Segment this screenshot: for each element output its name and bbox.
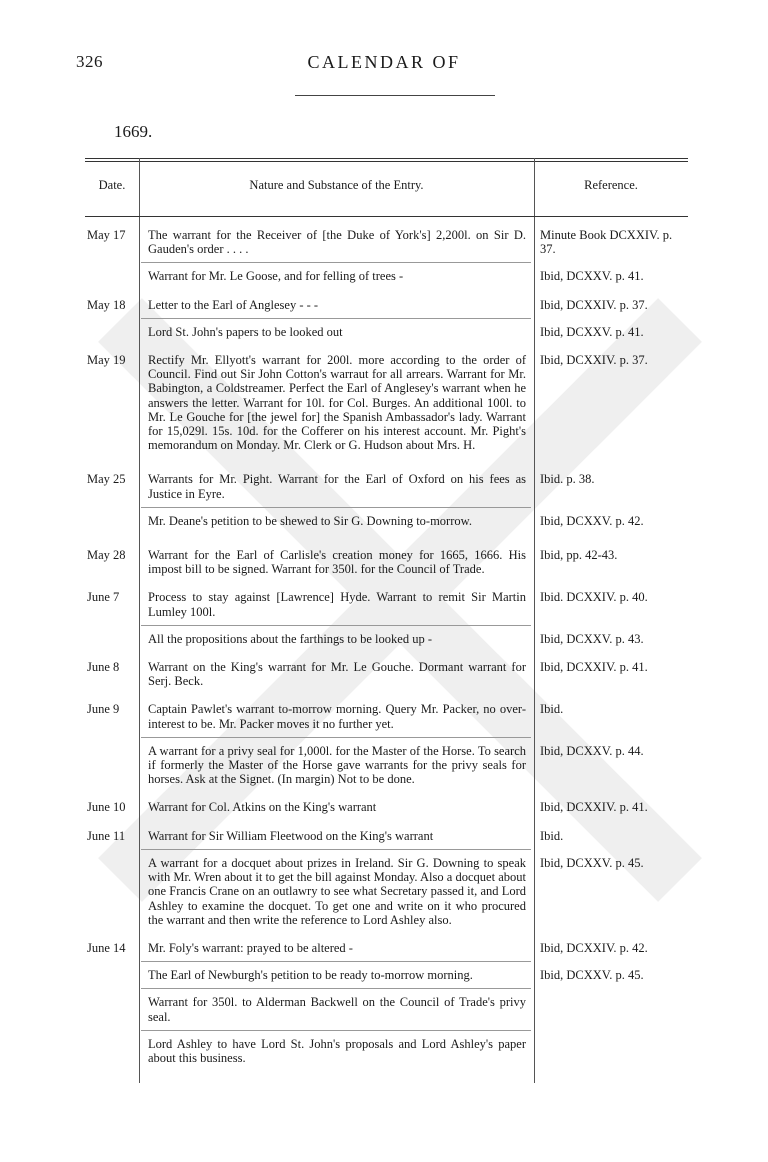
entry-date: May 19 (87, 353, 126, 368)
entry-text: All the propositions about the farthings to be looked up - (148, 631, 432, 646)
entry-reference: Ibid, DCXXIV. p. 37. (540, 353, 648, 368)
entry (85, 744, 688, 787)
calendar-table (85, 158, 688, 1088)
header-date: Date. (98, 178, 126, 192)
header-reference: Reference. (584, 178, 638, 192)
entry (85, 353, 688, 452)
date-group (85, 829, 688, 927)
date-group (85, 590, 688, 646)
entry-date: June 11 (87, 828, 126, 843)
entry-date: May 25 (87, 472, 126, 487)
entry-date: June 10 (87, 800, 126, 815)
header-nature: Nature and Substance of the Entry. (249, 178, 424, 192)
entry-date: May 28 (87, 548, 126, 563)
entry-separator (141, 1030, 531, 1031)
entry-date: May 18 (87, 297, 126, 312)
entry (85, 829, 688, 843)
entry (85, 298, 688, 312)
date-group (85, 660, 688, 688)
entry-text: Process to stay against [Lawrence] Hyde. Warrant to remit Sir Martin Lumley 100l. (148, 590, 526, 619)
entry-text: Warrant for Sir William Fleetwood on the King's warrant (148, 828, 434, 843)
entry-date: June 7 (87, 590, 120, 605)
entry-reference: Ibid, DCXXV. p. 42. (540, 513, 644, 528)
entry (85, 968, 688, 982)
entry-separator (141, 988, 531, 989)
date-group (85, 298, 688, 339)
entry (85, 941, 688, 955)
entry (85, 632, 688, 646)
entry-text: Rectify Mr. Ellyott's warrant for 200l. more according to the order of Council. Find out Sir John Cotton's warraut for all arrears. Warrant for Mr. Babington, a Coldstreamer. Perfect the Earl of Anglesey's warrant when he answers the letter. Warrant for 10l. for Col. Burges. An additional 100l. to Mr. Le Gouche for [the jewel for] the Spanish Ambassador's lady. Warrant for 15,029l. 15s. 10d. for the Cofferer on his interest account. Mr. Pight's memorandum on Monday. Mr. Clerk or G. Hudson about Mrs. H. (148, 353, 526, 453)
entry (85, 548, 688, 576)
date-group (85, 800, 688, 814)
entry (85, 660, 688, 688)
date-group (85, 702, 688, 786)
entry-text: A warrant for a privy seal for 1,000l. for the Master of the Horse. To search if formerly the Master of the Horse gave warrants for the privy seals for horses. Ask at the Signet. (In margin) Not to be done. (148, 743, 526, 787)
entry-reference: Ibid, DCXXV. p. 44. (540, 743, 644, 758)
entry-reference: Ibid. DCXXIV. p. 40. (540, 590, 648, 605)
entry-text: Captain Pawlet's warrant to-morrow morning. Query Mr. Packer, no over-interest to be. Mr. Packer moves it no further yet. (148, 702, 526, 731)
entry-reference: Ibid, DCXXIV. p. 41. (540, 660, 648, 675)
entry-text: Warrant for Col. Atkins on the King's warrant (148, 800, 377, 815)
entry-reference: Minute Book DCXXIV. p. 37. (540, 228, 673, 257)
entry-text: The warrant for the Receiver of [the Duke of York's] 2,200l. on Sir D. Gauden's order . . . . (148, 228, 526, 257)
entry-separator (141, 625, 531, 626)
entry-separator (141, 961, 531, 962)
entry (85, 325, 688, 339)
entry-reference: Ibid, DCXXV. p. 41. (540, 269, 644, 284)
table-top-rule-inner (85, 161, 688, 162)
entry-reference: Ibid, DCXXV. p. 45. (540, 968, 644, 983)
entry-reference: Ibid, DCXXV. p. 45. (540, 855, 644, 870)
entry-text: A warrant for a docquet about prizes in Ireland. Sir G. Downing to speak with Mr. Wren about it to get the bill against Monday. Also a docquet about one Francis Crane on an outlawry to see what Secretary passed it, and Lord Ashley to examine the docquet. To get one and write on it who procured the warrant and then write the reference to Lord Ashley also. (148, 855, 526, 927)
entry-text: Warrants for Mr. Pight. Warrant for the Earl of Oxford on his fees as Justice in Eyre. (148, 472, 526, 501)
entry-date: June 8 (87, 660, 120, 675)
date-group (85, 548, 688, 576)
entry (85, 590, 688, 618)
entry (85, 1037, 688, 1065)
date-group (85, 228, 688, 284)
entry (85, 800, 688, 814)
entry (85, 228, 688, 256)
running-head: CALENDAR OF (307, 52, 461, 72)
entry-text: Letter to the Earl of Anglesey - - - (148, 297, 319, 312)
entry-text: Warrant for Mr. Le Goose, and for felling of trees - (148, 269, 404, 284)
entry (85, 514, 688, 528)
entry-text: Warrant for the Earl of Carlisle's creation money for 1665, 1666. His impost bill to be signed. Warrant for 350l. for the Council of Trade. (148, 548, 526, 577)
entry-text: Mr. Deane's petition to be shewed to Sir G. Downing to-morrow. (148, 513, 472, 528)
date-group (85, 472, 688, 528)
entry (85, 995, 688, 1023)
entry-text: Warrant for 350l. to Alderman Backwell on the Council of Trade's privy seal. (148, 995, 526, 1024)
entry-text: Mr. Foly's warrant: prayed to be altered - (148, 940, 353, 955)
entry-date: May 17 (87, 228, 126, 242)
entry-separator (141, 262, 531, 263)
entry-text: Lord Ashley to have Lord St. John's proposals and Lord Ashley's paper about this business. (148, 1036, 526, 1065)
entry-rows (85, 228, 688, 1065)
entry-separator (141, 507, 531, 508)
header-bottom-rule (85, 216, 688, 217)
year-heading: 1669. (114, 122, 153, 141)
entry-reference: Ibid, DCXXIV. p. 41. (540, 800, 648, 815)
entry-text: Warrant on the King's warrant for Mr. Le Gouche. Dormant warrant for Serj. Beck. (148, 660, 526, 689)
entry-separator (141, 849, 531, 850)
entry (85, 269, 688, 283)
table-top-rule (85, 158, 688, 159)
entry-reference: Ibid, DCXXIV. p. 42. (540, 940, 648, 955)
entry-reference: Ibid. p. 38. (540, 472, 595, 487)
entry (85, 472, 688, 500)
entry-date: June 9 (87, 702, 120, 717)
entry-reference: Ibid, DCXXIV. p. 37. (540, 297, 648, 312)
entry-separator (141, 318, 531, 319)
page-number: 326 (76, 52, 103, 71)
entry-reference: Ibid. (540, 702, 564, 717)
date-group (85, 941, 688, 1065)
entry-reference: Ibid, DCXXV. p. 43. (540, 631, 644, 646)
date-group (85, 353, 688, 452)
entry (85, 856, 688, 927)
entry-reference: Ibid, pp. 42-43. (540, 548, 618, 563)
entry-separator (141, 737, 531, 738)
header-rule (295, 95, 495, 96)
entry-text: Lord St. John's papers to be looked out (148, 324, 343, 339)
entry-date: June 14 (87, 940, 126, 955)
entry-text: The Earl of Newburgh's petition to be ready to-morrow morning. (148, 968, 473, 983)
entry (85, 702, 688, 730)
entry-reference: Ibid. (540, 828, 564, 843)
entry-reference: Ibid, DCXXV. p. 41. (540, 324, 644, 339)
